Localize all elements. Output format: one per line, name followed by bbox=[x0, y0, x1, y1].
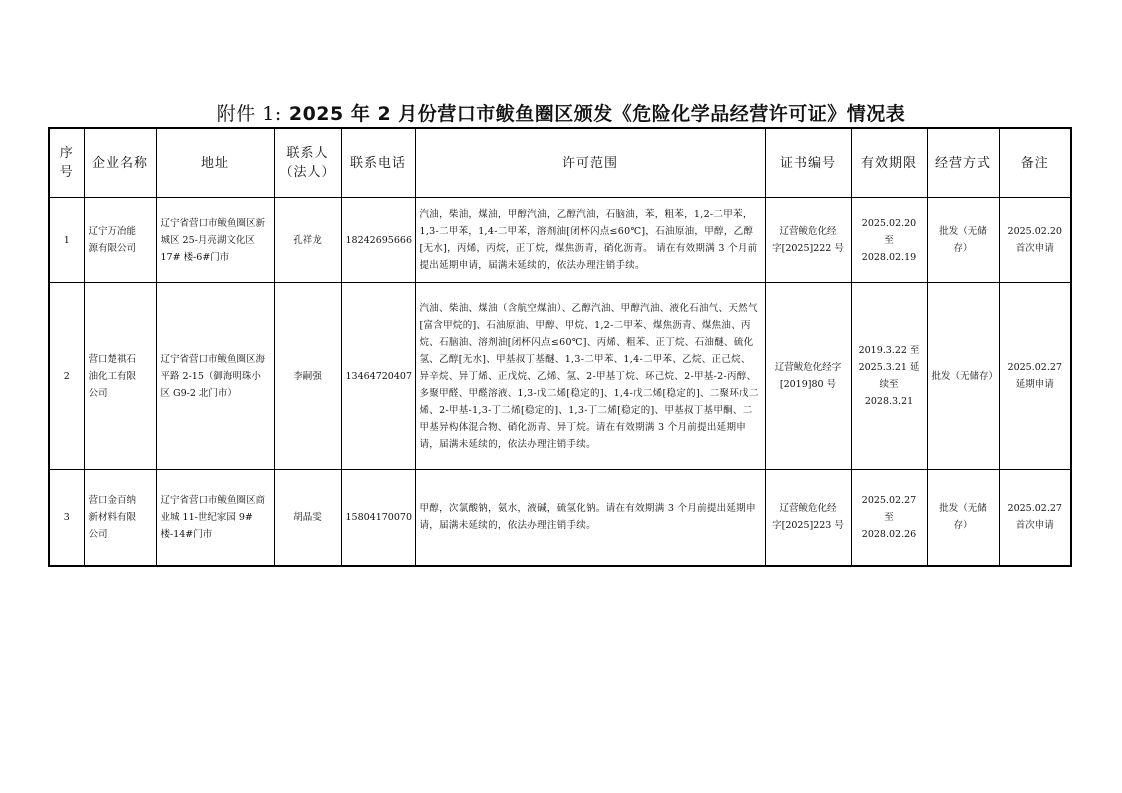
cell-seq: 1 bbox=[49, 198, 84, 283]
cell-validity: 2025.02.27 至 2028.02.26 bbox=[851, 470, 927, 566]
cell-cert-no: 辽营鲅危化经 字[2025]223 号 bbox=[765, 470, 851, 566]
cell-remark: 2025.02.27 延期申请 bbox=[999, 283, 1071, 470]
cell-company: 营口楚祺石 油化工有限 公司 bbox=[84, 283, 156, 470]
header-address: 地址 bbox=[156, 128, 274, 198]
cell-address: 辽宁省营口市鲅鱼圈区商业城 11-世纪家园 9# 楼-14#门市 bbox=[156, 470, 274, 566]
cell-mode: 批发（无储存） bbox=[927, 283, 999, 470]
cell-scope: 甲醇，次氯酸钠，氨水，液碱，硫氢化钠。请在有效期满 3 个月前提出延期申请，届满未延续的，依法办理注销手续。 bbox=[415, 470, 765, 566]
cell-phone: 13464720407 bbox=[341, 283, 415, 470]
table-row bbox=[49, 470, 1071, 566]
cell-cert-no: 辽营鲅危化经 字[2025]222 号 bbox=[765, 198, 851, 283]
cell-contact: 胡晶雯 bbox=[274, 470, 341, 566]
header-remark: 备注 bbox=[999, 128, 1071, 198]
header-company: 企业名称 bbox=[84, 128, 156, 198]
cell-remark: 2025.02.20 首次申请 bbox=[999, 198, 1071, 283]
cell-phone: 15804170070 bbox=[341, 470, 415, 566]
header-scope: 许可范围 bbox=[415, 128, 765, 198]
cell-company: 营口金百纳 新材料有限 公司 bbox=[84, 470, 156, 566]
cell-seq: 2 bbox=[49, 283, 84, 470]
table-row bbox=[49, 283, 1071, 470]
cell-remark: 2025.02.27 首次申请 bbox=[999, 470, 1071, 566]
permit-table bbox=[48, 127, 1072, 567]
header-mode: 经营方式 bbox=[927, 128, 999, 198]
header-contact: 联系人 （法人） bbox=[274, 128, 341, 198]
cell-address: 辽宁省营口市鲅鱼圈区海平路 2-15（御海明珠小区 G9-2 北门市） bbox=[156, 283, 274, 470]
cell-mode: 批发（无储 存） bbox=[927, 470, 999, 566]
cell-contact: 李嗣强 bbox=[274, 283, 341, 470]
header-phone: 联系电话 bbox=[341, 128, 415, 198]
table-row bbox=[49, 198, 1071, 283]
cell-seq: 3 bbox=[49, 470, 84, 566]
page-title bbox=[0, 99, 1122, 126]
cell-cert-no: 辽营鲅危化经字 [2019]80 号 bbox=[765, 283, 851, 470]
title-prefix: 附件 1: bbox=[216, 103, 282, 125]
cell-scope: 汽油、柴油、煤油（含航空煤油）、乙醇汽油、甲醇汽油、液化石油气、天然气[富含甲烷的]、石油原油、甲醇、甲烷、1,2-二甲苯、煤焦沥青、煤焦油、丙烷、石脑油、溶剂油[闭杯闪点≤60℃]、丙烯、粗苯、正丁烷、石油醚、硫化氢、乙醇[无水]、甲基叔丁基醚、1,3-二甲苯、1,4-二甲苯、乙烷、正己烷、异辛烷、异丁烯、正戊烷、乙烯、氢、2-甲基丁烷、环己烷、2-甲基-2-丙醇、多聚甲醛、甲醛溶液、1,3-戊二烯[稳定的]、1,4-戊二烯[稳定的]、二聚环戊二烯、2-甲基-1,3-丁二烯[稳定的]、1,3-丁二烯[稳定的]、甲基叔丁基甲酮、二甲基异构体混合物、硝化沥青、异丁烷。请在有效期满 3 个月前提出延期申请，届满未延续的，依法办理注销手续。 bbox=[415, 283, 765, 470]
header-row bbox=[49, 128, 1071, 198]
cell-company: 辽宁万冶能 源有限公司 bbox=[84, 198, 156, 283]
cell-validity: 2019.3.22 至 2025.3.21 延 续至 2028.3.21 bbox=[851, 283, 927, 470]
header-cert-no: 证书编号 bbox=[765, 128, 851, 198]
cell-scope: 汽油，柴油，煤油，甲醇汽油，乙醇汽油，石脑油，苯，粗苯，1,2-二甲苯，1,3-二甲苯，1,4-二甲苯，溶剂油[闭杯闪点≤60℃]，石油原油，甲醇，乙醇[无水]，丙烯，丙烷，正丁烷，煤焦沥青，硝化沥青。 请在有效期满 3 个月前提出延期申请，届满未延续的，依法办理注销手续。 bbox=[415, 198, 765, 283]
header-validity: 有效期限 bbox=[851, 128, 927, 198]
cell-contact: 孔祥龙 bbox=[274, 198, 341, 283]
title-main: 2025 年 2 月份营口市鲅鱼圈区颁发《危险化学品经营许可证》情况表 bbox=[288, 103, 906, 125]
cell-address: 辽宁省营口市鲅鱼圈区新城区 25-月亮湖文化区 17# 楼-6#门市 bbox=[156, 198, 274, 283]
cell-mode: 批发（无储 存） bbox=[927, 198, 999, 283]
cell-phone: 18242695666 bbox=[341, 198, 415, 283]
cell-validity: 2025.02.20 至 2028.02.19 bbox=[851, 198, 927, 283]
header-seq: 序 号 bbox=[49, 128, 84, 198]
